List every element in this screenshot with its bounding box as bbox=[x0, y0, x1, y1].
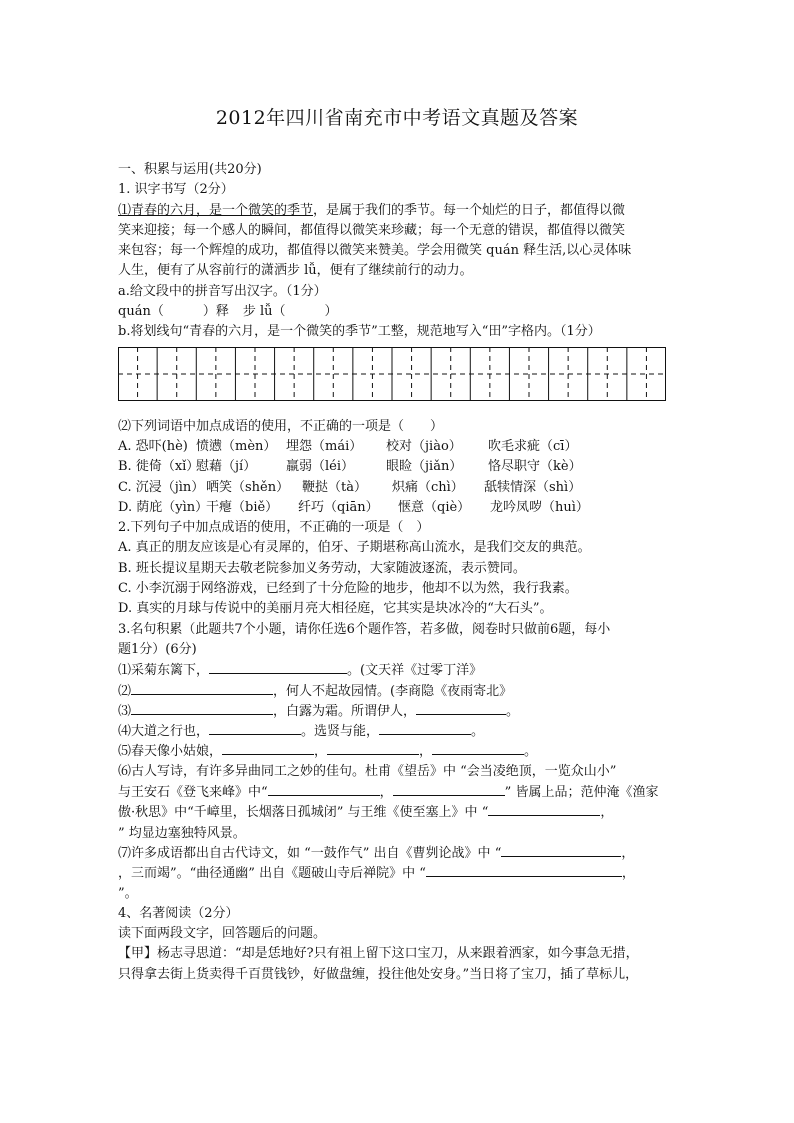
option-a-row: A. 恐吓(hè) 愤懑（mèn） 埋怨（mái） 校对（jiào） 吹毛求疵（cī） bbox=[118, 438, 578, 454]
question-3-heading-cont: 题1分）(6分) bbox=[118, 641, 197, 657]
option-b-row: B. 徙倚（xǐ）慰藉（jí） 羸弱（léi） 眼睑（jiǎn） 恪尽职守（kè） bbox=[118, 459, 582, 475]
answer-blank-quan[interactable]: quán（ ）释 bbox=[118, 304, 229, 320]
fill-blank[interactable] bbox=[432, 741, 524, 755]
underlined-sentence: ⑴青春的六月，是一个微笑的季节 bbox=[118, 202, 314, 218]
question-1-2-heading: ⑵下列词语中加点成语的使用，不正确的一项是（ ） bbox=[118, 418, 444, 434]
quote-item-1: ⑴采菊东篱下， 。(文天祥《过零丁洋》 bbox=[118, 660, 678, 680]
fill-blank[interactable] bbox=[209, 660, 347, 674]
section-heading: 一、积累与运用(共20分) bbox=[118, 162, 262, 177]
question-1a-heading: a.给文段中的拼音写出汉字。（1分） bbox=[118, 283, 327, 299]
fill-blank[interactable] bbox=[327, 741, 419, 755]
question-2-option-d: D. 真实的月球与传说中的美丽月亮大相径庭，它其实是块冰冷的“大石头”。 bbox=[118, 601, 553, 617]
question-1-passage-line: ⑴青春的六月，是一个微笑的季节，是属于我们的季节。每一个灿烂的日子，都值得以微 bbox=[118, 202, 626, 218]
exam-content bbox=[118, 160, 678, 985]
quote-item-5: ⑸春天像小姑娘， ， ， 。 bbox=[118, 741, 678, 761]
question-1b-heading: b.将划线句“青春的六月，是一个微笑的季节”工整，规范地写入“田”字格内。（1分） bbox=[118, 324, 601, 340]
question-2-option-a: A. 真正的朋友应该是心有灵犀的，伯牙、子期堪称高山流水，是我们交友的典范。 bbox=[118, 540, 591, 556]
fill-blank[interactable] bbox=[379, 721, 471, 735]
fill-blank[interactable] bbox=[426, 863, 622, 877]
question-2-option-c: C. 小李沉溺于网络游戏，已经到了十分危险的地步，他却不以为然，我行我素。 bbox=[118, 581, 578, 597]
fill-blank[interactable] bbox=[501, 843, 621, 857]
quote-item-6: ⑹古人写诗，有许多异曲同工之妙的佳句。杜甫《望岳》中 “会当凌绝顶，一览众山小” bbox=[118, 763, 617, 779]
fill-blank[interactable] bbox=[131, 681, 273, 695]
option-d-row: D. 荫庇（yìn）干瘪（biě） 纤巧（qiān） 惬意（qiè） 龙吟凤哕（huì） bbox=[118, 499, 589, 515]
quote-item-4: ⑷大道之行也， 。选贤与能， 。 bbox=[118, 721, 678, 741]
quote-item-7-cont: ，三而竭”。“曲径通幽” 出自《题破山寺后禅院》中 “ ， bbox=[118, 863, 678, 883]
fill-blank[interactable] bbox=[393, 782, 505, 796]
question-2-heading: 2.下列句子中加点成语的使用，不正确的一项是（ ） bbox=[118, 520, 430, 536]
fill-blank[interactable] bbox=[416, 701, 506, 715]
tianzige-grid-svg bbox=[118, 347, 666, 401]
fill-blank[interactable] bbox=[268, 782, 380, 796]
quote-item-3: ⑶ ，白露为霜。所谓伊人， 。 bbox=[118, 701, 678, 721]
tianzige-writing-grid[interactable] bbox=[118, 347, 666, 401]
quote-item-7-cont: ”。 bbox=[118, 885, 138, 901]
question-2-option-b: B. 班长提议星期天去敬老院参加义务劳动，大家随波逐流，表示赞同。 bbox=[118, 560, 526, 576]
question-3-heading: 3.名句积累（此题共7个小题，请你任选6个题作答，若多做，阅卷时只做前6题，每小 bbox=[118, 621, 611, 637]
fill-blank[interactable] bbox=[488, 802, 600, 816]
quote-item-7: ⑺许多成语都出自古代诗文，如 “一鼓作气” 出自《曹刿论战》中 “ ， bbox=[118, 843, 678, 863]
question-1-passage-line: 来包容；每一个辉煌的成功，都值得以微笑来赞美。学会用微笑 quán 释生活,以心灵体味 bbox=[118, 243, 632, 259]
fill-blank[interactable] bbox=[209, 721, 301, 735]
question-1-heading: 1. 识字书写（2分） bbox=[118, 182, 234, 198]
quote-item-2: ⑵ ，何人不起故园情。(李商隐《夜雨寄北》 bbox=[118, 681, 678, 701]
question-1a-answer-line bbox=[118, 302, 678, 322]
reading-passage-line: 【甲】杨志寻思道：“却是恁地好?只有祖上留下这口宝刀，从来跟着洒家，如今事急无措， bbox=[118, 946, 639, 962]
answer-blank-lv[interactable]: 步 lǚ（ ） bbox=[242, 304, 338, 320]
page-title: 2012年四川省南充市中考语文真题及答案 bbox=[215, 107, 579, 129]
question-4-heading: 4、名著阅读（2分） bbox=[118, 905, 239, 921]
question-1-passage-line: 笑来迎接；每一个感人的瞬间，都值得以微笑来珍藏；每一个无意的错误，都值得以微笑 bbox=[118, 222, 626, 238]
quote-item-6-cont: ” 均显边塞独特风景。 bbox=[118, 825, 246, 841]
reading-passage-line: 只得拿去街上货卖得千百贯钱钞，好做盘缠，投往他处安身。”当日将了宝刀，插了草标儿， bbox=[118, 966, 639, 982]
question-4-intro: 读下面两段文字，回答题后的问题。 bbox=[118, 926, 327, 942]
fill-blank[interactable] bbox=[222, 741, 314, 755]
quote-item-6-cont: 与王安石《登飞来峰》中“ ， ” 皆属上品；范仲淹《渔家 bbox=[118, 782, 678, 802]
quote-item-6-cont: 傲·秋思》中“千嶂里，长烟落日孤城闭” 与王维《使至塞上》中 “ ， bbox=[118, 802, 678, 822]
question-1-passage-line: 人生，便有了从容前行的潇洒步 lǚ，便有了继续前行的动力。 bbox=[118, 263, 473, 279]
fill-blank[interactable] bbox=[131, 701, 273, 715]
option-c-row: C. 沉浸（jìn） 哂笑（shěn） 鞭挞（tà） 炽痛（chì） 舐犊情深（shì） bbox=[118, 479, 582, 495]
